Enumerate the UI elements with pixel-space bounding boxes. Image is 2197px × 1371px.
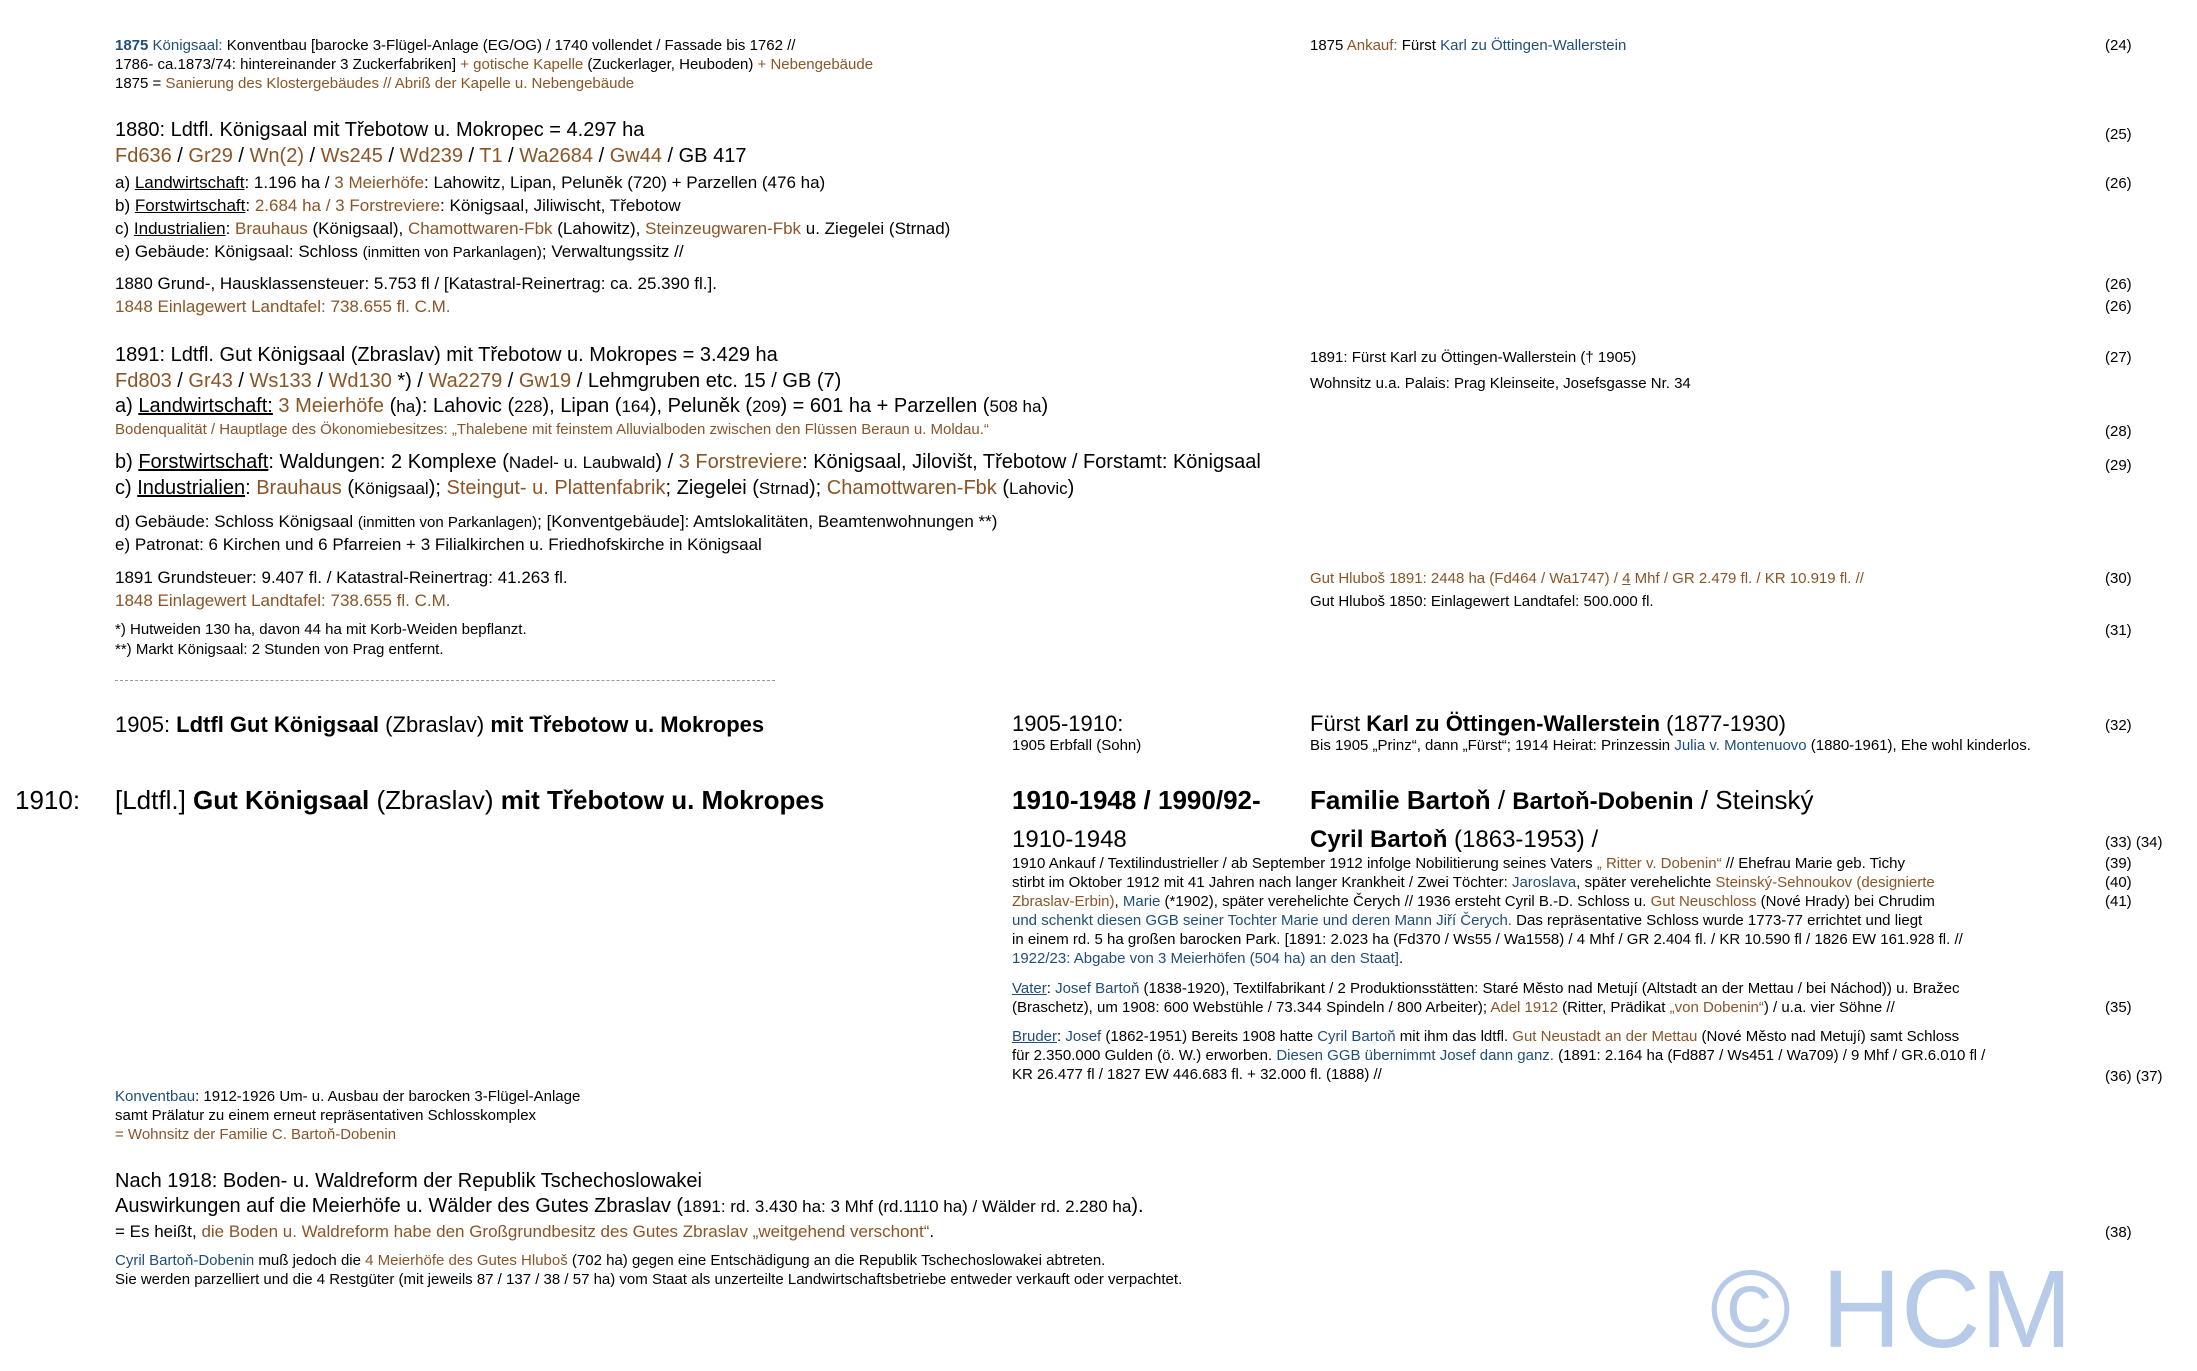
text: KR 26.477 fl / 1827 EW 446.683 fl. + 32.000 fl. (1888) // [1012, 1066, 1382, 1083]
text: Ldtfl Gut Königsaal [176, 712, 380, 737]
text: Chamottwaren-Fbk [407, 219, 553, 238]
text: Landwirtschaft [134, 173, 245, 192]
text: „Thalebene mit feinstem Alluvialboden [451, 421, 706, 438]
text: c) [115, 219, 134, 238]
text: : Lahowitz, Lipan, Peluněk (720) + Parzellen (476 ha) [424, 173, 826, 192]
entry-1875-line1 [115, 37, 795, 54]
ref-32: (32) [2105, 717, 2132, 734]
text: zwischen den Flüssen Beraun u. Moldau.“ [705, 421, 989, 438]
text: : Waldungen: 2 Komplexe ( [268, 451, 509, 473]
text: 3 Forstreviere [678, 451, 803, 473]
text: Forstwirtschaft [138, 451, 269, 473]
text: Fürst [1310, 711, 1367, 736]
text: . [929, 1222, 935, 1241]
text: : [1057, 1028, 1066, 1045]
ref-28: (28) [2105, 423, 2132, 440]
entry-1905-left [115, 712, 764, 737]
bruder-line-3 [1012, 1066, 1382, 1083]
text: ), Lipan ( [542, 395, 622, 417]
entry-1880-c [115, 219, 950, 239]
place-label: Königsaal: [152, 37, 223, 54]
text: Ankauf: [1346, 37, 1398, 54]
bio-line-2 [1012, 874, 1935, 891]
text: 2.684 ha / 3 Forstreviere [254, 196, 441, 215]
text: Zbraslav-Erbin) [1012, 893, 1115, 910]
text: (Braschetz), um 1908: 600 Webstühle / 73.344 Spindeln / 800 Arbeiter); [1012, 999, 1491, 1016]
text: Cyril Bartoň-Dobenin [115, 1252, 255, 1269]
entry-1905-desc [1310, 737, 2031, 754]
text: ), Peluněk ( [649, 395, 753, 417]
code: Wd239 [399, 145, 463, 167]
ref-35: (35) [2105, 999, 2132, 1016]
entry-1910-years2: 1910-1948 [1012, 826, 1127, 853]
text: ); [808, 477, 827, 499]
entry-1875-line2 [115, 56, 873, 73]
konvent-line-1 [115, 1088, 580, 1105]
text: , später verehelichte [1576, 874, 1716, 891]
text: ) [1041, 395, 1049, 417]
text: 1910 Ankauf / Textilindustrieller / ab September 1912 infolge Nobilitierung seines Vaters [1012, 855, 1597, 872]
ref-40: (40) [2105, 874, 2132, 891]
code: Gw44 [609, 145, 662, 167]
text: mit Třebotow u. Mokropes [490, 712, 765, 737]
text: 1891: 2448 ha (Fd464 / Wa1747) / [1385, 570, 1623, 587]
ref-33-34: (33) (34) [2105, 834, 2163, 851]
text: = Es heißt, [115, 1222, 202, 1241]
code: Wn(2) [249, 145, 304, 167]
entry-1905-years: 1905-1910: [1012, 711, 1124, 736]
text: Bodenqualität / Hauptlage des Ökonomiebesitzes: [115, 421, 452, 438]
text: (inmitten von Parkanlagen) [357, 514, 538, 531]
text: Königsaal [354, 479, 429, 498]
entry-1905-sub: 1905 Erbfall (Sohn) [1012, 737, 1142, 754]
text: (1863-1953) / [1447, 826, 1599, 853]
code: Wd130 [328, 370, 392, 392]
text: : [245, 477, 257, 499]
text: e) Gebäude: Königsaal: Schloss [115, 242, 363, 261]
text: (1862-1951) Bereits 1908 hatte [1101, 1028, 1318, 1045]
text: Forstwirtschaft [134, 196, 246, 215]
bio-line-4 [1012, 912, 1922, 929]
text: Nadel- u. Laubwald [508, 453, 656, 472]
vater-line-2 [1012, 999, 1895, 1016]
text: (702 ha) gegen eine Entschädigung an die Republik Tschechoslowakei abtreten. [567, 1252, 1106, 1269]
text: Brauhaus [235, 219, 308, 238]
text: und schenkt diesen GGB seiner Tochter Marie und deren Mann Jiří Čerych. [1012, 912, 1512, 929]
text: Strnad [758, 479, 809, 498]
text: (1877-1930) [1660, 711, 1786, 736]
footnote-2: **) Markt Königsaal: 2 Stunden von Prag entfernt. [115, 641, 444, 658]
text: mit Třebotow u. Mokropes [500, 785, 825, 815]
text: Konventbau [115, 1088, 196, 1105]
text: ) = 601 ha + Parzellen ( [780, 395, 990, 417]
text: (Ritter, Prädikat [1557, 999, 1670, 1016]
text: / Lehmgruben etc. 15 / GB (7) [571, 370, 842, 392]
text: Marie [1122, 893, 1161, 910]
entry-1905-owner [1310, 711, 1786, 736]
reform-line-3 [115, 1222, 934, 1242]
entry-1891-e: e) Patronat: 6 Kirchen und 6 Pfarreien + 3 Filialkirchen u. Friedhofskirche in Königsaal [115, 535, 762, 554]
text: muß jedoch die [254, 1252, 366, 1269]
text: ( [996, 477, 1010, 499]
footnote-1: *) Hutweiden 130 ha, davon 44 ha mit Korb-Weiden bepflanzt. [115, 621, 527, 638]
text: 1786- ca.1873/74: hintereinander 3 Zuckerfabriken] [115, 56, 457, 73]
text: die Boden u. Waldreform habe den Großgrundbesitz des Gutes Zbraslav „weitgehend verschont“ [201, 1222, 930, 1241]
text: Fürst [1397, 37, 1441, 54]
entry-1875-line3 [115, 75, 634, 92]
bruder-line-1 [1012, 1028, 1959, 1045]
text: 4 Meierhöfe des Gutes Hluboš [365, 1252, 568, 1269]
text: . [1398, 950, 1404, 967]
vater-line-1 [1012, 980, 1959, 997]
text: ; Ziegelei ( [665, 477, 759, 499]
ref-26b: (26) [2105, 276, 2132, 293]
entry-1880-tax: 1880 Grund-, Hausklassensteuer: 5.753 fl / [Katastral-Reinertrag: ca. 25.390 fl.]. [115, 274, 717, 293]
code: GB 417 [678, 145, 747, 167]
code: T1 [479, 145, 503, 167]
text: Josef [1065, 1028, 1102, 1045]
text: Gut Hluboš [1310, 570, 1386, 587]
text: ); [428, 477, 447, 499]
ref-24: (24) [2105, 37, 2132, 54]
text: a) [115, 173, 135, 192]
reform-line-2 [115, 1195, 1144, 1218]
text: Landwirtschaft: [138, 395, 273, 417]
text: Josef Bartoň [1055, 980, 1140, 997]
text: Chamottwaren-Fbk [826, 477, 997, 499]
text: 209 [752, 397, 781, 416]
text: Diesen GGB übernimmt Josef dann ganz. [1276, 1047, 1554, 1064]
text: Steinzeugwaren-Fbk [645, 219, 802, 238]
bio-line-6 [1012, 950, 1403, 967]
text: b) [115, 196, 135, 215]
entry-1910-family [1310, 786, 1814, 816]
text: u. Ziegelei (Strnad) [801, 219, 951, 238]
text: 1922/23: Abgabe von 3 Meierhöfen (504 ha) an den Staat] [1012, 950, 1399, 967]
ref-29: (29) [2105, 457, 2132, 474]
text: ) / u.a. vier Söhne // [1763, 999, 1895, 1016]
year-1875: 1875 [115, 37, 153, 54]
text: / [1490, 785, 1513, 815]
ref-31: (31) [2105, 622, 2132, 639]
text: ha [396, 397, 416, 416]
konvent-line-2 [115, 1107, 536, 1124]
bio-line-5 [1012, 931, 1963, 948]
text: a) [115, 395, 139, 417]
bio-line-3 [1012, 893, 1935, 910]
text: Sanierung des Klostergebäudes // Abriß der Kapelle u. Nebengebäude [165, 75, 635, 92]
text: (Nové Město nad Metují) samt Schloss [1697, 1028, 1960, 1045]
text: d) Gebäude: Schloss Königsaal [115, 512, 358, 531]
text: „von Dobenin“ [1669, 999, 1764, 1016]
text: (1891: 2.164 ha (Fd887 / Ws451 / Wa709) / 9 Mhf / GR.6.010 fl / [1553, 1047, 1986, 1064]
text: (1880-1961), Ehe wohl kinderlos. [1806, 737, 2031, 754]
text: (Zbraslav) [369, 785, 501, 815]
ref-27: (27) [2105, 349, 2132, 366]
text: Vater [1012, 980, 1047, 997]
text: für 2.350.000 Gulden (ö. W.) erworben. [1012, 1047, 1277, 1064]
text: Steinský-Sehnoukov (designierte [1715, 874, 1935, 891]
code: Ws133 [249, 370, 312, 392]
text: (inmitten von Parkanlagen) [362, 244, 542, 261]
ref-38: (38) [2105, 1224, 2132, 1241]
entry-1880-b [115, 196, 681, 216]
text: Gut Neuschloss [1650, 893, 1757, 910]
text: Gut Königsaal [193, 785, 370, 815]
text: : [245, 196, 255, 215]
text: (Königsaal), [307, 219, 408, 238]
hlubos-1850: Gut Hluboš 1850: Einlagewert Landtafel: 500.000 fl. [1310, 593, 1654, 610]
text: Karl zu Öttingen-Wallerstein [1440, 37, 1627, 54]
text: (Nové Hrady) bei Chrudim [1756, 893, 1935, 910]
code: Fd636 [115, 145, 172, 167]
text: 3 Meierhöfe [334, 173, 425, 192]
text: [Ldtfl.] [115, 785, 194, 815]
text: Brauhaus [256, 477, 342, 499]
text: ( [384, 395, 397, 417]
entry-1891-a [115, 395, 1048, 418]
code: Fd803 [115, 370, 172, 392]
text: // Ehefrau Marie geb. Tichy [1721, 855, 1905, 872]
hlubos-1891 [1310, 570, 1864, 587]
text: : Königsaal, Jiliwischt, Třebotow [440, 196, 681, 215]
text: 228 [514, 397, 543, 416]
ref-39: (39) [2105, 855, 2132, 872]
text: Industrialien [137, 477, 246, 499]
entry-1880-land: 1848 Einlagewert Landtafel: 738.655 fl. C.M. [115, 297, 451, 316]
text: + Nebengebäude [757, 56, 874, 73]
text: 1891: rd. 3.430 ha: 3 Mhf (rd.1110 ha) / Wälder rd. 2.280 ha [683, 1197, 1132, 1216]
text: ): Lahovic ( [415, 395, 515, 417]
text: 3 Meierhöfe [278, 395, 385, 417]
text: Industrialien [133, 219, 226, 238]
entry-1910-owner [1310, 826, 1598, 854]
text: ; Verwaltungssitz // [541, 242, 684, 261]
text: (1838-1920), Textilfabrikant / 2 Produktionsstätten: Staré Město nad Metují (Altstadt an der Mettau / bei Náchod)) u. Bražec [1139, 980, 1960, 997]
text: Cyril Bartoň [1310, 826, 1448, 853]
text: (*1902), später verehelichte Čerych // 1936 ersteht Cyril B.-D. Schloss u. [1160, 893, 1651, 910]
entry-1880-e [115, 242, 684, 262]
text: ). [1131, 1195, 1144, 1217]
text: stirbt im Oktober 1912 mit 41 Jahren nach langer Krankheit / Zwei Töchter: [1012, 874, 1512, 891]
text: : 1912-1926 Um- u. Ausbau der barocken 3-Flügel-Anlage [195, 1088, 581, 1105]
entry-1891-title: 1891: Ldtfl. Gut Königsaal (Zbraslav) mit Třebotow u. Mokropes = 3.429 ha [115, 344, 778, 366]
text: 164 [621, 397, 650, 416]
text: Karl zu Öttingen-Wallerstein [1366, 711, 1661, 736]
entry-1880-title: 1880: Ldtfl. Königsaal mit Třebotow u. Mokropec = 4.297 ha [115, 119, 645, 141]
text: Julia v. Montenuovo [1674, 737, 1807, 754]
text: mit ihm das ldtfl. [1395, 1028, 1513, 1045]
entry-1891-d [115, 512, 997, 532]
entry-1891-c [115, 477, 1074, 500]
text: : Königsaal, Jilovišt, Třebotow / Forstamt: Königsaal [802, 451, 1261, 473]
text: 1875 [1310, 37, 1347, 54]
text: ) / [655, 451, 679, 473]
text: + gotische Kapelle [460, 56, 584, 73]
reform-line-5: Sie werden parzelliert und die 4 Restgüter (mit jeweils 87 / 137 / 38 / 57 ha) vom Staat als unzerteilte Landwirtschaftsbetriebe entweder verkauft oder verpachtet. [115, 1271, 1183, 1288]
text: Bruder [1012, 1028, 1058, 1045]
text: = Wohnsitz der Familie C. Bartoň-Dobenin [115, 1126, 397, 1143]
entry-1891-codes: Fd803 / Gr43 / Ws133 / Wd130 *) / Wa2279 / Gw19 / Lehmgruben etc. 15 / GB (7) [115, 370, 842, 392]
code: Ws245 [320, 145, 383, 167]
text: b) [115, 451, 139, 473]
text: Familie Bartoň [1310, 785, 1491, 815]
text: / Steinský [1693, 785, 1814, 815]
text: samt Prälatur zu einem erneut repräsentativen Schlosskomplex [115, 1107, 537, 1124]
entry-1891-land: 1848 Einlagewert Landtafel: 738.655 fl. C.M. [115, 591, 451, 610]
text: Das repräsentative Schloss wurde 1773-77 errichtet und liegt [1511, 912, 1923, 929]
code: Wa2684 [519, 145, 594, 167]
entry-1891-tax: 1891 Grundsteuer: 9.407 fl. / Katastral-Reinertrag: 41.263 fl. [115, 568, 568, 587]
text: Konventbau [barocke 3-Flügel-Anlage (EG/OG) / 1740 vollendet / Fassade bis 1762 // [222, 37, 796, 54]
code: Gr29 [188, 145, 233, 167]
separator-line [115, 680, 775, 681]
text: Bartoň-Dobenin [1512, 788, 1694, 815]
code: Gw19 [518, 370, 572, 392]
text: (Lahowitz), [552, 219, 646, 238]
bruder-line-2 [1012, 1047, 1985, 1064]
text: Gut Neustadt an der Mettau [1512, 1028, 1698, 1045]
entry-1910-years: 1910-1948 / 1990/92- [1012, 785, 1261, 815]
text: ) [1067, 477, 1075, 499]
text: ( [341, 477, 355, 499]
text: in einem rd. 5 ha großen barocken Park. [1891: 2.023 ha (Fd370 / Ws55 / Wa1558) / 4 Mhf / GR 2.404 fl. / KR 10.590 fl / 1826 EW 161.928 fl. // [1012, 931, 1963, 948]
text: Mhf / GR 2.479 fl. / KR 10.919 fl. // [1630, 570, 1864, 587]
text: 1875 = [115, 75, 166, 92]
entry-1910-label: 1910: [15, 785, 81, 815]
entry-1875-right [1310, 37, 1626, 54]
text: 508 ha [989, 397, 1042, 416]
text: 4 [1622, 570, 1631, 587]
reform-line-1: Nach 1918: Boden- u. Waldreform der Republik Tschechoslowakei [115, 1170, 702, 1192]
text: Lahovic [1009, 479, 1068, 498]
ref-30: (30) [2105, 570, 2132, 587]
entry-1880-a [115, 173, 825, 193]
text: , [1114, 893, 1123, 910]
ref-26c: (26) [2105, 298, 2132, 315]
text: *) / [391, 370, 429, 392]
text: Steingut- u. Plattenfabrik [446, 477, 666, 499]
entry-1910-left [115, 786, 824, 816]
konvent-line-3 [115, 1126, 396, 1143]
text: Auswirkungen auf die Meierhöfe u. Wälder des Gutes Zbraslav ( [115, 1195, 684, 1217]
entry-1891-right2: Wohnsitz u.a. Palais: Prag Kleinseite, Josefsgasse Nr. 34 [1310, 375, 1691, 392]
ref-25: (25) [2105, 126, 2132, 143]
text: ; [Konventgebäude]: Amtslokalitäten, Beamtenwohnungen **) [537, 512, 998, 531]
entry-1880-codes: Fd636 / Gr29 / Wn(2) / Ws245 / Wd239 / T1 / Wa2684 / Gw44 / GB 417 [115, 145, 747, 167]
text: Adel 1912 [1490, 999, 1558, 1016]
text: „ Ritter v. Dobenin“ [1596, 855, 1722, 872]
entry-1891-b [115, 451, 1261, 474]
text: : [225, 219, 236, 238]
reform-line-4 [115, 1252, 1105, 1269]
text: : 1.196 ha / [244, 173, 335, 192]
entry-1891-right1: 1891: Fürst Karl zu Öttingen-Wallerstein († 1905) [1310, 349, 1637, 366]
text: Bis 1905 „Prinz“, dann „Fürst“; 1914 Heirat: Prinzessin [1310, 737, 1675, 754]
ref-41: (41) [2105, 893, 2132, 910]
text: Cyril Bartoň [1317, 1028, 1396, 1045]
code: Wa2279 [428, 370, 503, 392]
ref-36-37: (36) (37) [2105, 1068, 2163, 1085]
text: : [1046, 980, 1056, 997]
bio-line-1 [1012, 855, 1905, 872]
text: c) [115, 477, 138, 499]
text: (Zbraslav) [379, 712, 491, 737]
code: Gr43 [188, 370, 233, 392]
text: Jaroslava [1511, 874, 1577, 891]
text: 1905: [115, 712, 177, 737]
text: (Zuckerlager, Heuboden) [583, 56, 758, 73]
ref-26: (26) [2105, 175, 2132, 192]
entry-1891-quality [115, 421, 989, 438]
copyright-watermark: © HCM [1710, 1248, 2073, 1371]
